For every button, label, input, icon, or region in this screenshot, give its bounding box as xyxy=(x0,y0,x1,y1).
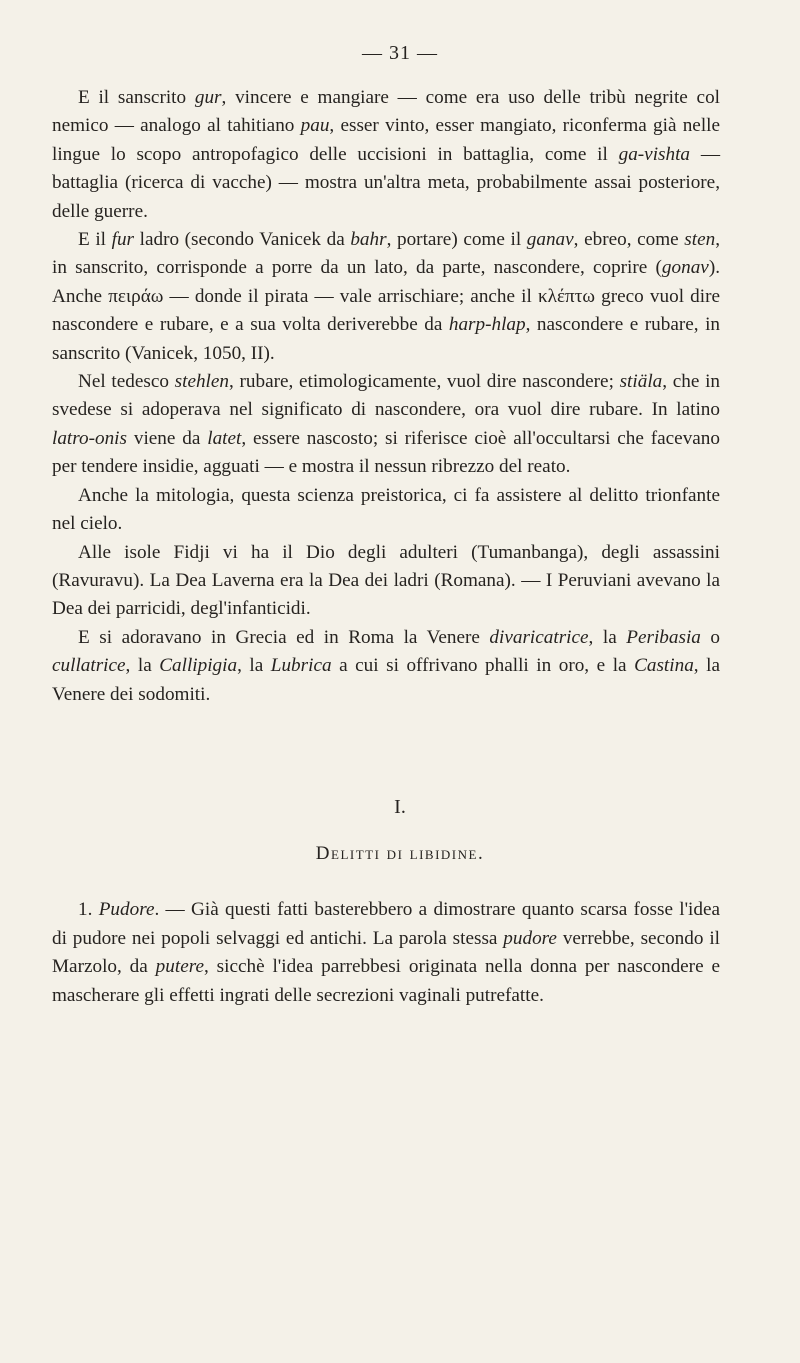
text-run: o xyxy=(700,626,720,648)
text-run: , portare) come il xyxy=(386,229,527,251)
text-run: . — Già questi fatti basterebbero a dimostrare quanto scarsa fosse l'idea di pudore nei popoli selvaggi ed antichi. La parola stessa xyxy=(52,899,720,949)
italic-term: pau xyxy=(300,115,330,137)
italic-term: latro-onis xyxy=(52,427,127,449)
italic-term: Lubrica xyxy=(270,655,332,677)
italic-term: harp-hlap xyxy=(448,314,526,336)
text-run: E si adoravano in Grecia ed in Roma la Venere xyxy=(78,626,490,648)
italic-term: latet xyxy=(207,427,242,449)
text-run: , rubare, etimologicamente, vuol dire nascondere; xyxy=(229,371,620,393)
section-number: I. xyxy=(394,796,406,818)
paragraph xyxy=(52,482,720,539)
text-run: , la xyxy=(125,655,160,677)
text-run: , la xyxy=(588,626,627,648)
italic-term: cullatrice xyxy=(52,655,126,677)
paragraph xyxy=(52,896,720,1010)
italic-term: putere xyxy=(155,956,204,978)
text-run: , ebreo, come xyxy=(573,229,685,251)
text-run: ). Anche πειράω — donde il pirata — vale arrischiare; anche il κλέπτω greco vuol dire nascondere e rubare, e a sua volta deriverebbe da xyxy=(52,257,720,336)
italic-term: bahr xyxy=(350,229,387,251)
text-run: , in sanscrito, corrisponde a porre da un lato, da parte, nascondere, coprire ( xyxy=(52,229,720,279)
text-run: verrebbe, secondo il Marzolo, da xyxy=(52,927,720,978)
text-run: E il xyxy=(78,229,112,251)
paragraph xyxy=(52,624,720,709)
page-number: — 31 — xyxy=(362,42,438,64)
text-run: ladro (secondo Vanicek da xyxy=(134,229,351,251)
text-run: Nel tedesco xyxy=(78,371,175,393)
text-run: a cui si offrivano phalli in oro, e la xyxy=(331,655,635,677)
italic-term: stiäla xyxy=(619,371,663,393)
text-run: , nascondere e rubare, in sanscrito (Vanicek, 1050, II). xyxy=(52,314,720,364)
italic-term: ganav xyxy=(526,229,574,251)
text-run: 1. xyxy=(78,899,99,920)
text-run: — battaglia (ricerca di vacche) — mostra un'altra meta, probabilmente assai posteriore, delle guerre. xyxy=(52,143,721,222)
text-run: , che in svedese si adoperava nel significato di nascondere, ora vuol dire rubare. In latino xyxy=(52,371,720,421)
paragraph xyxy=(52,368,720,482)
text-run: Alle isole Fidji vi ha il Dio degli adulteri (Tumanbanga), degli assassini (Ravuravu). La Dea Laverna era la Dea dei ladri (Romana). — I Peruviani avevano la Dea dei parricidi, degl'infanticidi. xyxy=(52,541,720,620)
section-title xyxy=(0,843,800,865)
italic-term: gur xyxy=(194,87,222,108)
body-text xyxy=(52,84,720,709)
text-run: , la Venere dei sodomiti. xyxy=(52,655,720,705)
text-run: E il sanscrito xyxy=(78,87,195,108)
text-run: , vincere e mangiare — come era uso delle tribù negrite col nemico — analogo al tahitiano xyxy=(52,87,720,137)
italic-term: divaricatrice xyxy=(489,626,589,648)
text-run: , sicchè l'idea parrebbesi originata nella donna per nascondere e mascherare gli effetti ingrati delle secrezioni vaginali putrefatte. xyxy=(52,956,720,1006)
paragraph xyxy=(52,226,720,368)
italic-term: Pudore xyxy=(98,899,155,920)
text-run: , la xyxy=(237,655,271,677)
paragraph xyxy=(52,539,720,624)
italic-term: ga-vishta xyxy=(618,143,691,165)
italic-term: Peribasia xyxy=(626,626,701,648)
italic-term: Callipigia xyxy=(159,655,238,677)
italic-term: gonav xyxy=(661,257,709,279)
italic-term: pudore xyxy=(503,927,557,949)
italic-term: sten xyxy=(684,229,716,251)
text-run: viene da xyxy=(126,427,208,449)
italic-term: fur xyxy=(111,229,135,251)
text-run: Anche la mitologia, questa scienza preistorica, ci fa assistere al delitto trionfante nel cielo. xyxy=(52,484,720,535)
text-run: , essere nascosto; si riferisce cioè all'occultarsi che facevano per tendere insidie, agguati — e mostra il nessun ribrezzo del reato. xyxy=(52,427,720,478)
paragraph xyxy=(52,84,720,226)
text-run: , esser vinto, esser mangiato, riconferma già nelle lingue lo scopo antropofagico delle uccisioni in battaglia, come il xyxy=(52,115,720,165)
italic-term: stehlen xyxy=(174,371,229,393)
italic-term: Castina xyxy=(634,655,694,677)
body-text-section xyxy=(52,896,720,1010)
section-title-text: Delitti di libidine. xyxy=(315,843,485,864)
